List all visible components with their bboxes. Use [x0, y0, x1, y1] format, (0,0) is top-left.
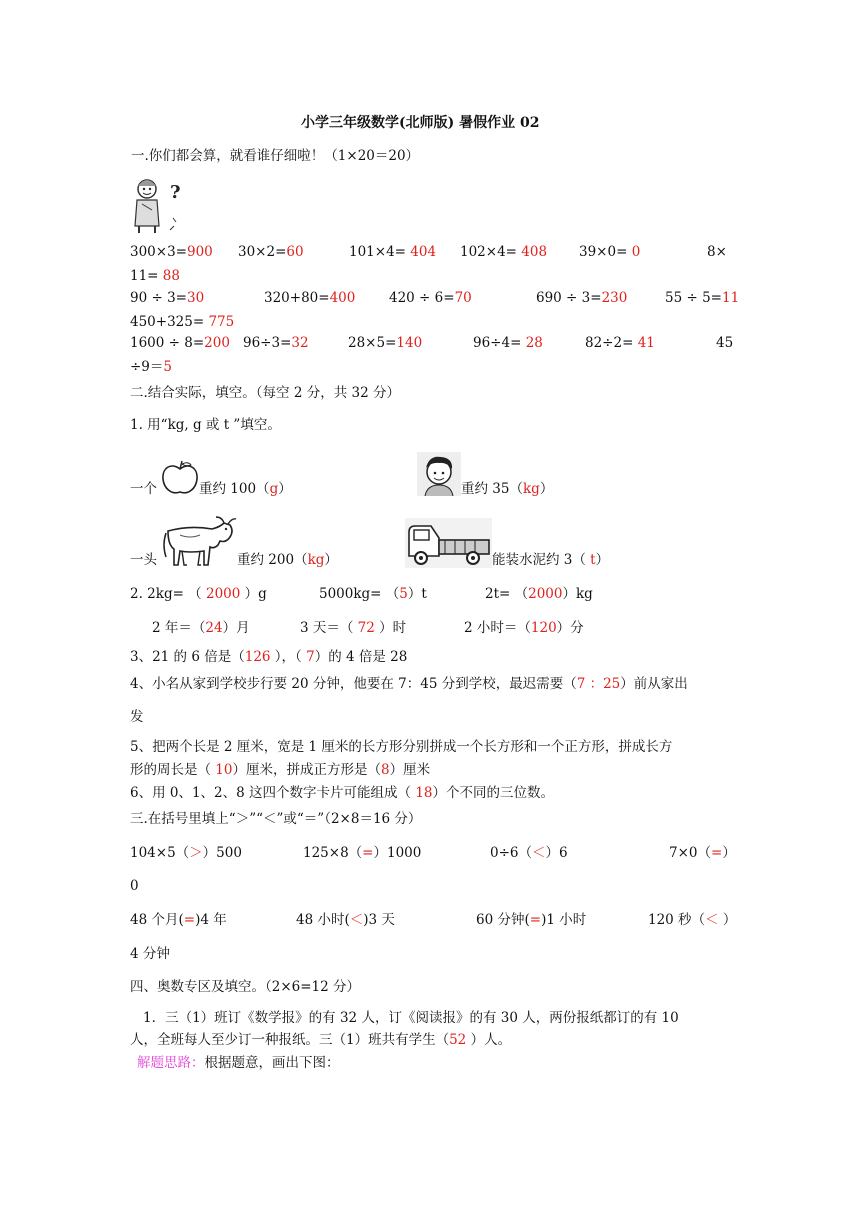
- ox-text: 重约 200（kg）: [237, 552, 338, 568]
- question-5-line1: 5、把两个长是 2 厘米，宽是 1 厘米的长方形分别拼成一个长方形和一个正方形，拼成长方: [130, 739, 673, 755]
- equation-3-5: 82÷2= 41: [585, 335, 655, 351]
- olympiad-question-line1: 1．三（1）班订《数学报》的有 32 人，订《阅读报》的有 30 人，两份报纸都订的有 10: [143, 1010, 679, 1026]
- section4-header: 四、奥数专区及填空。（2×6=12 分）: [130, 979, 361, 995]
- apple-image: [161, 460, 199, 496]
- truck-image: [405, 518, 492, 568]
- question-6: 6、用 0、1、2、8 这四个数字卡片可能组成（ 18）个不同的三位数。: [130, 785, 555, 801]
- truck-text: 能装水泥约 3（ t）: [492, 552, 610, 568]
- page-title: 小学三年级数学(北师版) 暑假作业 02: [301, 115, 540, 131]
- equation-3-4: 96÷4= 28: [473, 335, 543, 351]
- compare-3: 0÷6（＜）6: [490, 845, 568, 861]
- compare-1: 104×5（＞）500: [130, 845, 242, 861]
- equation-2-4: 690 ÷ 3=230: [536, 290, 628, 306]
- section1-header: 一.你们都会算，就看谁仔细啦！（1×20＝20）: [131, 148, 420, 164]
- question-4: 4、小名从家到学校步行要 20 分钟，他要在 7：45 分到学校，最迟需要（7 ：25）前从家出: [130, 676, 688, 692]
- equation-3-3: 28×5=140: [348, 335, 423, 351]
- olympiad-question-line2: 人，全班每人至少订一种报纸。三（1）班共有学生（52 ）人。: [130, 1032, 512, 1048]
- compare-8-wrap: 4 分钟: [130, 946, 170, 962]
- equation-1-1: 300×3=900: [130, 244, 213, 260]
- equation-2-1: 90 ÷ 3=30: [130, 290, 205, 306]
- thinking-man-image: [130, 176, 182, 234]
- section3-header: 三.在括号里填上“＞”“＜”或“＝”（2×8＝16 分）: [130, 811, 422, 827]
- child-text: 重约 35（kg）: [461, 481, 554, 497]
- conversion-hour-minute: 2 小时＝（120）分: [464, 620, 584, 636]
- equation-1-4: 102×4= 408: [460, 244, 548, 260]
- compare-4-wrap: 0: [130, 878, 139, 894]
- compare-5: 48 个月(=)4 年: [130, 912, 227, 928]
- equation-1-6: 8×: [707, 244, 727, 260]
- svg-text:?: ?: [170, 182, 181, 203]
- equation-1-2: 30×2=60: [238, 244, 304, 260]
- equation-1-6-wrap: 11= 88: [130, 268, 180, 284]
- question-3: 3、21 的 6 倍是（126 ），（ 7）的 4 倍是 28: [130, 649, 408, 665]
- equation-3-2: 96÷3=32: [243, 335, 309, 351]
- equation-2-3: 420 ÷ 6=70: [389, 290, 472, 306]
- conversion-kg-g: 2. 2kg= （ 2000 ）g: [130, 586, 267, 602]
- solution-hint: 解题思路：根据题意，画出下图：: [137, 1055, 340, 1071]
- section2-header: 二.结合实际，填空。（每空 2 分，共 32 分）: [130, 385, 400, 401]
- conversion-t-kg: 2t= （2000）kg: [485, 586, 593, 602]
- compare-6: 48 小时(＜)3 天: [296, 912, 395, 928]
- apple-prefix: 一个: [130, 481, 157, 497]
- compare-8: 120 秒（＜ ）: [648, 912, 737, 928]
- ox-prefix: 一头: [130, 552, 157, 568]
- equation-3-6: 45: [716, 335, 734, 351]
- compare-2: 125×8（=）1000: [303, 845, 422, 861]
- compare-7: 60 分钟(=)1 小时: [476, 912, 587, 928]
- question-4-wrap: 发: [130, 709, 144, 725]
- conversion-day-hour: 3 天＝（ 72 ）时: [300, 620, 407, 636]
- equation-2-5: 55 ÷ 5=11: [665, 290, 740, 306]
- compare-4: 7×0（=）: [669, 845, 736, 861]
- question-5-line2: 形的周长是（ 10）厘米，拼成正方形是（8）厘米: [130, 762, 431, 778]
- apple-text: 重约 100（g）: [199, 481, 292, 497]
- equation-1-3: 101×4= 404: [349, 244, 437, 260]
- equation-3-6-wrap: ÷9＝5: [130, 359, 172, 375]
- section2-question1: 1. 用“kg, g 或 t ”填空。: [130, 417, 281, 433]
- equation-3-1: 1600 ÷ 8=200: [130, 335, 230, 351]
- equation-2-2: 320+80=400: [264, 290, 356, 306]
- child-image: [417, 452, 461, 496]
- ox-image: [160, 515, 237, 569]
- conversion-year-month: 2 年＝（24）月: [152, 620, 250, 636]
- conversion-kg-t: 5000kg= （5）t: [319, 586, 427, 602]
- equation-1-5: 39×0= 0: [579, 244, 641, 260]
- equation-2-6: 450+325= 775: [130, 314, 235, 330]
